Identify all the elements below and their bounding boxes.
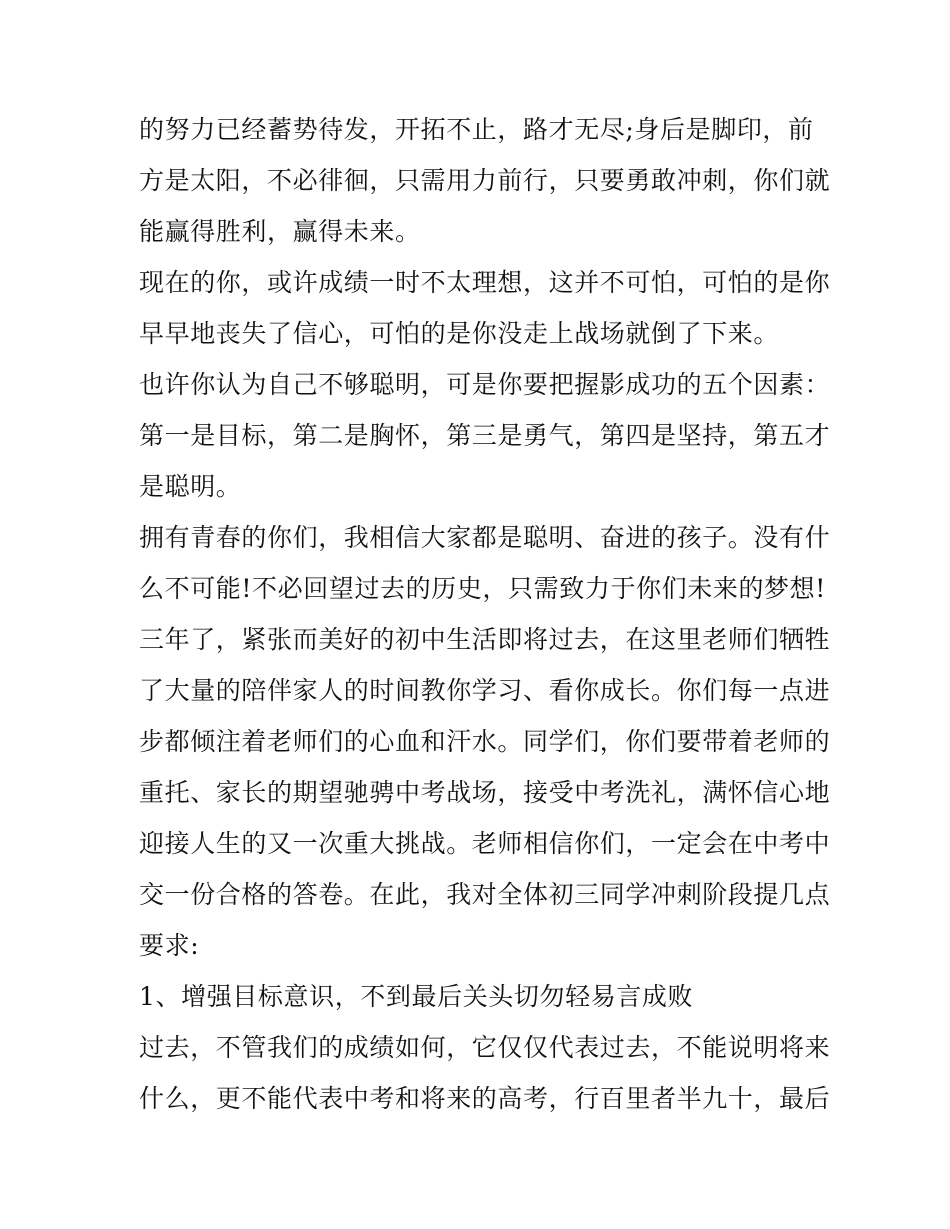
text-line: 早早地丧失了信心，可怕的是你没走上战场就倒了下来。 (139, 319, 780, 348)
text-line: 交一份合格的答卷。在此，我对全体初三同学冲刺阶段提几点 (139, 880, 831, 909)
text-line: 方是太阳，不必徘徊，只需用力前行，只要勇敢冲刺，你们就 (139, 166, 831, 195)
document-body (139, 109, 829, 1129)
text-line: 过去，不管我们的成绩如何，它仅仅代表过去，不能说明将来 (139, 1033, 831, 1062)
text-line: 的努力已经蓄势待发，开拓不止，路才无尽;身后是脚印，前 (139, 115, 814, 144)
text-line: 能赢得胜利，赢得未来。 (139, 217, 421, 246)
text-line: 现在的你，或许成绩一时不太理想，这并不可怕，可怕的是你 (139, 268, 831, 297)
text-line: 要求: (139, 931, 200, 960)
text-line: 也许你认为自己不够聪明，可是你要把握影成功的五个因素： (139, 370, 831, 399)
text-line: 拥有青春的你们，我相信大家都是聪明、奋进的孩子。没有什 (139, 523, 831, 552)
text-line: 步都倾注着老师们的心血和汗水。同学们，你们要带着老师的 (139, 727, 831, 756)
text-line: 了大量的陪伴家人的时间教你学习、看你成长。你们每一点进 (139, 676, 831, 705)
text-line: 第一是目标，第二是胸怀，第三是勇气，第四是坚持，第五才 (139, 421, 831, 450)
text-line: 三年了，紧张而美好的初中生活即将过去，在这里老师们牺牲 (139, 625, 831, 654)
text-line: 么不可能!不必回望过去的历史，只需致力于你们未来的梦想! (139, 574, 826, 603)
text-line: 是聪明。 (139, 472, 242, 501)
text-line: 重托、家长的期望驰骋中考战场，接受中考洗礼，满怀信心地 (139, 778, 831, 807)
text-line: 迎接人生的又一次重大挑战。老师相信你们，一定会在中考中 (139, 829, 831, 858)
text-line: 什么，更不能代表中考和将来的高考，行百里者半九十，最后 (139, 1084, 831, 1113)
section-heading: 1、增强目标意识，不到最后关头切勿轻易言成败 (139, 982, 694, 1011)
